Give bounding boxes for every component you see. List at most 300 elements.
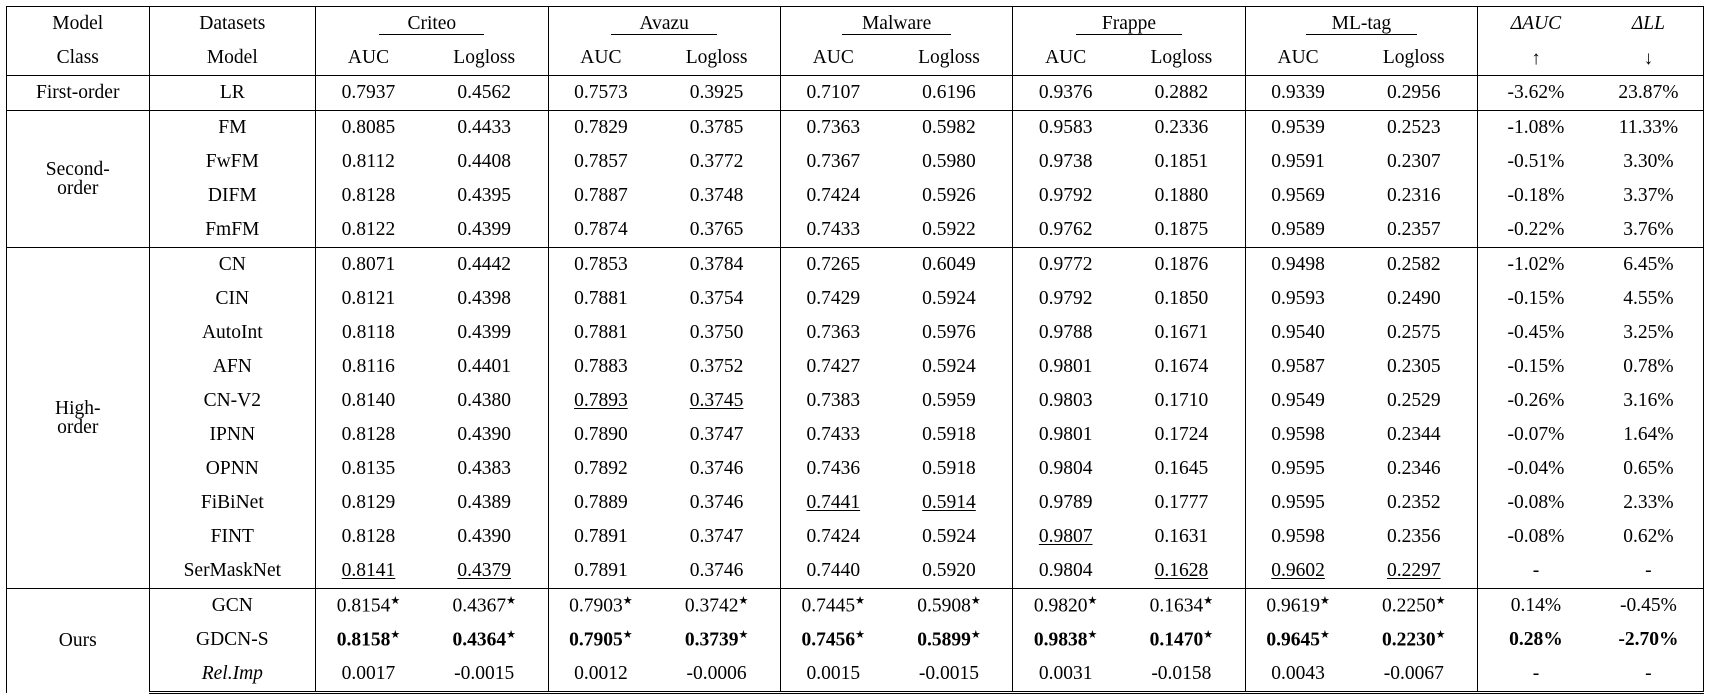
metric-value: 0.9498	[1245, 248, 1350, 283]
metric-value: 0.1628	[1118, 554, 1245, 589]
metric-value: 0.9738	[1038, 151, 1093, 173]
metric-value: 0.7887	[574, 185, 628, 207]
header-delta-auc-arrow: ↑	[1478, 41, 1594, 76]
results-table	[6, 6, 1704, 694]
metric-value: 0.7573	[574, 82, 628, 104]
delta-ll-value: 3.37%	[1594, 179, 1704, 213]
metric-value: 0.4398	[421, 282, 548, 316]
metric-value: 0.3784	[653, 248, 780, 283]
metric-value: 0.7383	[806, 390, 861, 412]
table-row	[7, 316, 1704, 350]
metric-value: 0.7874	[574, 219, 628, 241]
model-class-line: Ours	[58, 630, 97, 651]
delta-auc-value: -	[1532, 560, 1540, 582]
star-marker-icon: ★	[506, 629, 516, 641]
metric-value: 0.9549	[1271, 390, 1325, 412]
metric-value: 0.7883	[574, 356, 628, 378]
delta-auc-value: -0.07%	[1507, 424, 1565, 446]
metric-value: 0.2956	[1350, 76, 1477, 111]
group-label-criteo: Criteo	[379, 13, 484, 35]
header-logloss-frappe: Logloss	[1118, 41, 1245, 76]
header-auc-avazu: AUC	[548, 41, 653, 76]
model-name: FM	[149, 111, 316, 146]
header-class: Class	[7, 41, 150, 76]
metric-value: 0.4389	[421, 486, 548, 520]
metric-value: 0.9595	[1271, 458, 1325, 480]
metric-value: 0.9595	[1271, 492, 1325, 514]
delta-ll-value: -0.45%	[1594, 589, 1704, 624]
metric-value: 0.9801	[1038, 424, 1093, 446]
header-auc-frappe: AUC	[1013, 41, 1118, 76]
metric-value: 0.5959	[886, 384, 1013, 418]
header-model: Model	[7, 7, 150, 42]
metric-value: 0.8158★	[336, 629, 401, 651]
model-name: OPNN	[149, 452, 316, 486]
table-row	[7, 213, 1704, 248]
metric-value: 0.8128	[341, 424, 396, 446]
metric-value: 0.7905★	[569, 629, 633, 651]
metric-value: 0.7445★	[780, 589, 885, 624]
table-row	[7, 179, 1704, 213]
metric-value: 0.7363	[806, 322, 861, 344]
model-name: CN	[149, 248, 316, 283]
metric-value: 0.3746	[653, 452, 780, 486]
metric-value: 0.5924	[886, 350, 1013, 384]
table-body	[7, 76, 1704, 693]
delta-auc-value: -0.22%	[1507, 219, 1565, 241]
model-name: FINT	[149, 520, 316, 554]
metric-value: 0.7829	[548, 111, 653, 146]
metric-value: 0.8121	[341, 288, 396, 310]
header-group-criteo	[316, 7, 548, 42]
metric-value: 0.2346	[1350, 452, 1477, 486]
metric-value: 0.2352	[1350, 486, 1477, 520]
header-model-name: Model	[149, 41, 316, 76]
metric-value: 0.4442	[421, 248, 548, 283]
metric-value: 0.5980	[886, 145, 1013, 179]
model-class-line: Second-	[45, 158, 110, 180]
header-datasets: Datasets	[149, 7, 316, 42]
metric-value: 0.3752	[653, 350, 780, 384]
star-marker-icon: ★	[738, 595, 749, 607]
header-delta-ll: ΔLL	[1594, 7, 1704, 42]
metric-value: 0.7107	[806, 82, 861, 104]
header-auc-criteo: AUC	[316, 41, 421, 76]
delta-auc-value: -0.45%	[1507, 322, 1565, 344]
table-row	[7, 554, 1704, 589]
delta-ll-value: 11.33%	[1594, 111, 1704, 146]
model-name: AFN	[149, 350, 316, 384]
model-class-line: order	[57, 417, 99, 438]
metric-value: 0.8141	[341, 560, 396, 582]
header-logloss-malware: Logloss	[886, 41, 1013, 76]
group-label-malware: Malware	[842, 13, 951, 35]
metric-value: 0.1850	[1118, 282, 1245, 316]
metric-value: 0.1671	[1118, 316, 1245, 350]
delta-ll-value: 3.76%	[1594, 213, 1704, 248]
metric-value: 0.1777	[1118, 486, 1245, 520]
metric-value: 0.8071	[316, 248, 421, 283]
metric-value: 0.6196	[886, 76, 1013, 111]
header-delta-ll-arrow: ↓	[1594, 41, 1704, 76]
metric-value: 0.4364★	[421, 623, 548, 657]
metric-value: 0.9792	[1038, 288, 1093, 310]
metric-value: 0.8118	[342, 322, 395, 344]
metric-value: 0.3785	[653, 111, 780, 146]
delta-auc-value: 0.28%	[1509, 629, 1563, 651]
delta-auc-value: -0.15%	[1507, 356, 1565, 378]
metric-value: 0.2357	[1350, 213, 1477, 248]
metric-value: 0.5920	[886, 554, 1013, 589]
metric-value: 0.9789	[1038, 492, 1093, 514]
model-class-line: order	[57, 178, 99, 199]
metric-value: -0.0015	[886, 657, 1013, 693]
model-class-label	[7, 111, 150, 248]
delta-ll-value: 0.62%	[1594, 520, 1704, 554]
model-class-label	[7, 248, 150, 589]
metric-value: 0.3748	[653, 179, 780, 213]
metric-value: 0.7265	[780, 248, 885, 283]
star-marker-icon: ★	[622, 595, 633, 607]
delta-ll-value: 0.78%	[1594, 350, 1704, 384]
metric-value: 0.7429	[806, 288, 861, 310]
metric-value: 0.2344	[1350, 418, 1477, 452]
model-name: IPNN	[149, 418, 316, 452]
metric-value: 0.1851	[1118, 145, 1245, 179]
table-row	[7, 282, 1704, 316]
metric-value: 0.2582	[1350, 248, 1477, 283]
header-group-malware	[780, 7, 1012, 42]
table-row	[7, 248, 1704, 283]
model-class-line: High-	[55, 397, 101, 419]
metric-value: 0.3754	[653, 282, 780, 316]
metric-value: 0.3772	[653, 145, 780, 179]
delta-ll-value: -2.70%	[1594, 623, 1704, 657]
metric-value: 0.5914	[886, 486, 1013, 520]
star-marker-icon: ★	[1435, 629, 1446, 641]
delta-auc-value: -0.15%	[1507, 288, 1565, 310]
model-name: SerMaskNet	[149, 554, 316, 589]
table-row	[7, 76, 1704, 111]
table-row	[7, 486, 1704, 520]
star-marker-icon: ★	[855, 595, 866, 607]
metric-value: 0.7433	[806, 424, 861, 446]
metric-value: 0.9803	[1038, 390, 1093, 412]
metric-value: 0.0012	[548, 657, 653, 693]
metric-value: 0.2575	[1350, 316, 1477, 350]
metric-value: 0.5918	[886, 418, 1013, 452]
metric-value: 0.4367★	[421, 589, 548, 624]
metric-value: 0.3765	[653, 213, 780, 248]
metric-value: 0.7889	[574, 492, 628, 514]
metric-value: 0.5924	[886, 520, 1013, 554]
metric-value: 0.1674	[1118, 350, 1245, 384]
metric-value: -0.0015	[421, 657, 548, 693]
header-auc-malware: AUC	[780, 41, 885, 76]
metric-value: 0.9540	[1271, 322, 1325, 344]
star-marker-icon: ★	[1435, 595, 1446, 607]
delta-ll-value: 3.16%	[1594, 384, 1704, 418]
metric-value: 0.2523	[1350, 111, 1477, 146]
star-marker-icon: ★	[970, 629, 981, 641]
metric-value: 0.3747	[653, 520, 780, 554]
metric-value: 0.5982	[886, 111, 1013, 146]
metric-value: 0.2297	[1350, 554, 1477, 589]
metric-value: 0.1634★	[1118, 589, 1245, 624]
delta-auc-value: -	[1478, 657, 1594, 693]
metric-value: -0.0067	[1350, 657, 1477, 693]
metric-value: 0.7891	[574, 526, 628, 548]
metric-value: 0.2316	[1350, 179, 1477, 213]
star-marker-icon: ★	[855, 629, 866, 641]
metric-value: 0.3742★	[653, 589, 780, 624]
metric-value: 0.2490	[1350, 282, 1477, 316]
metric-value: 0.5922	[886, 213, 1013, 248]
header-group-frappe	[1013, 7, 1245, 42]
metric-value: 0.7363	[780, 111, 885, 146]
delta-ll-value: 6.45%	[1594, 248, 1704, 283]
metric-value: 0.1645	[1118, 452, 1245, 486]
metric-value: 0.5926	[886, 179, 1013, 213]
metric-value: 0.7441	[806, 492, 861, 514]
metric-value: 0.5924	[886, 282, 1013, 316]
metric-value: 0.7892	[574, 458, 628, 480]
metric-value: 0.2336	[1118, 111, 1245, 146]
metric-value: 0.3750	[653, 316, 780, 350]
metric-value: 0.7436	[806, 458, 861, 480]
metric-value: 0.1875	[1118, 213, 1245, 248]
metric-value: 0.3746	[653, 486, 780, 520]
header-logloss-criteo: Logloss	[421, 41, 548, 76]
metric-value: 0.9804	[1038, 458, 1093, 480]
model-name: CIN	[149, 282, 316, 316]
metric-value: 0.8122	[341, 219, 396, 241]
metric-value: 0.8135	[341, 458, 396, 480]
metric-value: 0.9569	[1271, 185, 1325, 207]
group-label-frappe: Frappe	[1076, 13, 1182, 35]
metric-value: 0.4408	[421, 145, 548, 179]
delta-ll-value: 3.25%	[1594, 316, 1704, 350]
metric-value: 0.7857	[574, 151, 628, 173]
metric-value: 0.9598	[1271, 526, 1325, 548]
star-marker-icon: ★	[1319, 629, 1330, 641]
metric-value: 0.7890	[574, 424, 628, 446]
metric-value: 0.3745	[653, 384, 780, 418]
metric-value: 0.7440	[806, 560, 861, 582]
metric-value: 0.4399	[421, 213, 548, 248]
metric-value: 0.2250★	[1350, 589, 1477, 624]
model-name: GDCN-S	[149, 623, 316, 657]
metric-value: 0.2230★	[1350, 623, 1477, 657]
metric-value: 0.5976	[886, 316, 1013, 350]
metric-value: 0.7456★	[801, 629, 866, 651]
metric-value: 0.2307	[1350, 145, 1477, 179]
metric-value: 0.2356	[1350, 520, 1477, 554]
table-row	[7, 350, 1704, 384]
metric-value: 0.4399	[421, 316, 548, 350]
metric-value: 0.4383	[421, 452, 548, 486]
metric-value: 0.8112	[342, 151, 395, 173]
metric-value: -0.0158	[1118, 657, 1245, 693]
delta-ll-value: 1.64%	[1594, 418, 1704, 452]
metric-value: 0.0015	[780, 657, 885, 693]
model-name: GCN	[149, 589, 316, 624]
metric-value: 0.7433	[806, 219, 861, 241]
metric-value: 0.4401	[421, 350, 548, 384]
star-marker-icon: ★	[1203, 629, 1214, 641]
header-auc-mltag: AUC	[1245, 41, 1350, 76]
delta-ll-value: 23.87%	[1594, 76, 1704, 111]
metric-value: 0.7427	[806, 356, 861, 378]
metric-value: 0.9339	[1271, 82, 1325, 104]
model-class-label	[7, 76, 150, 111]
metric-value: 0.9804	[1038, 560, 1093, 582]
metric-value: 0.5908★	[886, 589, 1013, 624]
metric-value: 0.9838★	[1033, 629, 1098, 651]
star-marker-icon: ★	[1319, 595, 1330, 607]
metric-value: 0.9792	[1038, 185, 1093, 207]
metric-value: 0.5899★	[886, 623, 1013, 657]
metric-value: 0.2529	[1350, 384, 1477, 418]
metric-value: 0.7891	[574, 560, 628, 582]
delta-auc-value: -0.26%	[1507, 390, 1565, 412]
metric-value: 0.9820★	[1013, 589, 1118, 624]
metric-value: 0.7853	[548, 248, 653, 283]
star-marker-icon: ★	[1087, 595, 1098, 607]
header-group-mltag	[1245, 7, 1477, 42]
metric-value: 0.7903★	[548, 589, 653, 624]
star-marker-icon: ★	[390, 595, 401, 607]
metric-value: 0.9376	[1038, 82, 1093, 104]
metric-value: 0.9591	[1271, 151, 1325, 173]
metric-value: 0.1724	[1118, 418, 1245, 452]
delta-auc-value: -0.51%	[1507, 151, 1565, 173]
delta-auc-value: -0.08%	[1507, 492, 1565, 514]
metric-value: 0.7937	[341, 82, 396, 104]
metric-value: 0.9762	[1038, 219, 1093, 241]
metric-value: 0.4433	[421, 111, 548, 146]
delta-ll-value: 3.30%	[1594, 145, 1704, 179]
star-marker-icon: ★	[390, 629, 401, 641]
table-row	[7, 145, 1704, 179]
metric-value: 0.8085	[316, 111, 421, 146]
metric-value: 0.2882	[1118, 76, 1245, 111]
delta-auc-value: -0.04%	[1507, 458, 1565, 480]
delta-auc-value: -1.02%	[1478, 248, 1594, 283]
metric-value: 0.7881	[574, 322, 628, 344]
metric-value: 0.4562	[421, 76, 548, 111]
table-row	[7, 111, 1704, 146]
star-marker-icon: ★	[970, 595, 981, 607]
header-logloss-avazu: Logloss	[653, 41, 780, 76]
group-label-avazu: Avazu	[611, 13, 716, 35]
metric-value: 0.3739★	[653, 623, 780, 657]
metric-value: 0.8129	[341, 492, 396, 514]
table-row	[7, 623, 1704, 657]
delta-auc-value: -0.08%	[1507, 526, 1565, 548]
delta-ll-value: -	[1594, 554, 1704, 589]
star-marker-icon: ★	[1087, 629, 1098, 641]
star-marker-icon: ★	[1203, 595, 1214, 607]
metric-value: 0.1880	[1118, 179, 1245, 213]
metric-value: 0.7424	[806, 185, 861, 207]
metric-value: 0.8140	[341, 390, 396, 412]
metric-value: 0.9807	[1038, 526, 1093, 548]
metric-value: 0.9589	[1271, 219, 1325, 241]
metric-value: 0.2305	[1350, 350, 1477, 384]
model-name: Rel.Imp	[149, 657, 316, 693]
metric-value: 0.0031	[1013, 657, 1118, 693]
delta-auc-value: -0.18%	[1507, 185, 1565, 207]
delta-ll-value: 0.65%	[1594, 452, 1704, 486]
star-marker-icon: ★	[738, 629, 749, 641]
delta-auc-value: -1.08%	[1478, 111, 1594, 146]
table-row	[7, 589, 1704, 624]
metric-value: 0.9539	[1245, 111, 1350, 146]
model-class-label	[7, 589, 150, 693]
metric-value: 0.8128	[341, 526, 396, 548]
metric-value: 0.7367	[806, 151, 861, 173]
metric-value: 0.9598	[1271, 424, 1325, 446]
metric-value: 0.9602	[1271, 560, 1325, 582]
metric-value: 0.9772	[1013, 248, 1118, 283]
metric-value: 0.6049	[886, 248, 1013, 283]
metric-value: 0.9801	[1038, 356, 1093, 378]
delta-ll-value: -	[1594, 657, 1704, 693]
table-row	[7, 384, 1704, 418]
metric-value: 0.9619★	[1245, 589, 1350, 624]
model-name: AutoInt	[149, 316, 316, 350]
model-class-line: First-order	[36, 82, 120, 104]
table-row	[7, 452, 1704, 486]
group-label-mltag: ML-tag	[1306, 13, 1418, 35]
metric-value: 0.1876	[1118, 248, 1245, 283]
model-name: LR	[149, 76, 316, 111]
delta-auc-value: 0.14%	[1478, 589, 1594, 624]
model-name: FiBiNet	[149, 486, 316, 520]
metric-value: 0.4379	[421, 554, 548, 589]
table-row	[7, 418, 1704, 452]
delta-ll-value: 2.33%	[1594, 486, 1704, 520]
metric-value: 0.9593	[1271, 288, 1325, 310]
metric-value: 0.5918	[886, 452, 1013, 486]
delta-auc-value: -3.62%	[1507, 82, 1565, 104]
metric-value: 0.3747	[653, 418, 780, 452]
metric-value: 0.1470★	[1118, 623, 1245, 657]
metric-value: 0.0017	[316, 657, 421, 693]
metric-value: 0.4390	[421, 520, 548, 554]
metric-value: 0.4390	[421, 418, 548, 452]
star-marker-icon: ★	[506, 595, 516, 607]
metric-value: 0.3925	[653, 76, 780, 111]
metric-value: 0.0043	[1245, 657, 1350, 693]
metric-value: -0.0006	[653, 657, 780, 693]
metric-value: 0.1631	[1118, 520, 1245, 554]
delta-ll-value: 4.55%	[1594, 282, 1704, 316]
metric-value: 0.8116	[342, 356, 395, 378]
metric-value: 0.7424	[806, 526, 861, 548]
metric-value: 0.8154★	[316, 589, 421, 624]
header-delta-auc: ΔAUC	[1478, 7, 1594, 42]
metric-value: 0.7881	[574, 288, 628, 310]
metric-value: 0.1710	[1118, 384, 1245, 418]
table-row	[7, 520, 1704, 554]
model-name: FwFM	[149, 145, 316, 179]
model-name: CN-V2	[149, 384, 316, 418]
metric-value: 0.9788	[1038, 322, 1093, 344]
star-marker-icon: ★	[622, 629, 633, 641]
metric-value: 0.8128	[341, 185, 396, 207]
